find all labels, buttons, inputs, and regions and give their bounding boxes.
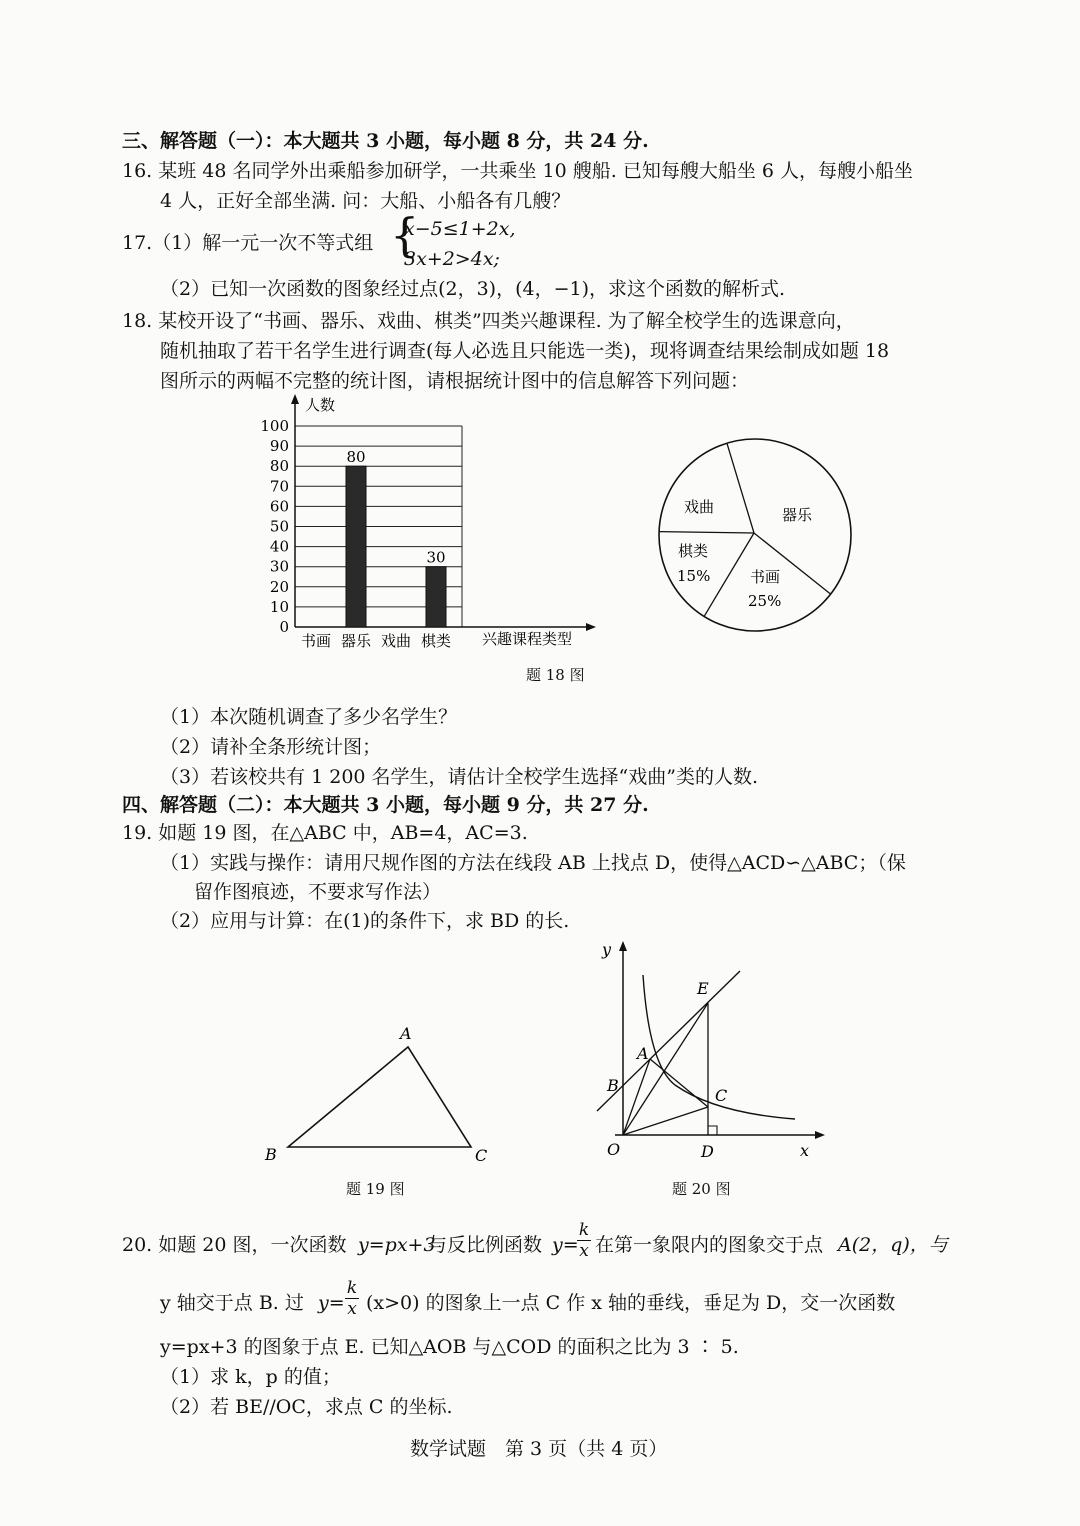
bar-y-tick-label: 90 <box>269 437 289 456</box>
pie-slice-boundary <box>727 443 754 533</box>
q16-line-2: 4 人，正好全部坐满. 问：大船、小船各有几艘？ <box>160 190 571 212</box>
pie-percent-qilei: 15% <box>677 567 711 585</box>
figure-20-graph <box>585 935 840 1170</box>
pie-slice-boundary <box>659 532 754 533</box>
triangle-vertex-a: A <box>400 1024 412 1043</box>
pie-label-xiqu: 戏曲 <box>684 498 715 516</box>
page-footer: 数学试题 第 3 页（共 4 页） <box>410 1438 668 1460</box>
bar-y-tick-label: 40 <box>269 537 289 556</box>
q20-line-1-b: y=px+3 <box>358 1234 436 1256</box>
bar-y-tick-label: 80 <box>269 457 289 476</box>
bar-y-axis-arrow <box>291 394 299 404</box>
segment-ac <box>650 1059 708 1107</box>
q18-sub-1: （1）本次随机调查了多少名学生？ <box>160 706 458 728</box>
bar-y-tick-label: 60 <box>269 497 289 516</box>
fraction-denominator: x <box>579 1241 589 1261</box>
figure-20-caption: 题 20 图 <box>672 1180 731 1198</box>
segment-oa <box>623 1059 650 1135</box>
q20-line-2-a: y 轴交于点 B. 过 <box>160 1292 304 1314</box>
pie-label-qilei: 棋类 <box>678 542 709 560</box>
bar-y-tick-label: 0 <box>279 618 289 636</box>
pie-slice-boundary <box>704 533 754 616</box>
triangle-vertex-b: B <box>265 1145 277 1164</box>
q20-line-3: y=px+3 的图象于点 E. 已知△AOB 与△COD 的面积之比为 3 ∶ 5. <box>160 1336 739 1358</box>
bar-mark <box>346 466 366 627</box>
bar-chart <box>250 390 600 655</box>
graph-label-e: E <box>697 979 709 998</box>
q16-line-1: 16. 某班 48 名同学外出乘船参加研学，一共乘坐 10 艘船. 已知每艘大船坐 6 人，每艘小船坐 <box>122 160 914 182</box>
segment-oe <box>623 1003 708 1135</box>
bar-chart-x-label: 兴趣课程类型 <box>482 630 573 648</box>
bar-y-tick-label: 10 <box>269 597 289 616</box>
q18-sub-3: （3）若该校共有 1 200 名学生，请估计全校学生选择“戏曲”类的人数. <box>160 766 759 788</box>
q20-sub-2: （2）若 BE//OC，求点 C 的坐标. <box>160 1396 453 1418</box>
fraction-numerator: k <box>346 1278 358 1298</box>
inequality-brace: { <box>390 208 420 262</box>
bar-category-label: 器乐 <box>340 632 372 650</box>
pie-chart <box>650 430 860 640</box>
q17-inequality-1: x−5≤1+2x, <box>404 218 516 240</box>
q20-line-1-e: 在第一象限内的图象交于点 <box>595 1234 824 1256</box>
q20-line-2-c: (x>0) 的图象上一点 C 作 x 轴的垂线，垂足为 D，交一次函数 <box>366 1292 896 1314</box>
bar-data-label: 80 <box>346 448 366 467</box>
figure-19-triangle <box>255 1015 505 1175</box>
bar-y-tick-label: 20 <box>269 577 289 596</box>
section-3-heading: 三、解答题（一）：本大题共 3 小题，每小题 8 分，共 24 分. <box>122 130 649 152</box>
bar-category-label: 棋类 <box>420 632 452 650</box>
y-axis-arrow <box>619 941 627 951</box>
q18-line-3: 图所示的两幅不完整的统计图，请根据统计图中的信息解答下列问题： <box>160 370 750 392</box>
figure-19-caption: 题 19 图 <box>346 1180 405 1198</box>
q20-line-1-a: 20. 如题 20 图，一次函数 <box>122 1234 347 1256</box>
q20-line-2-b: y= <box>318 1292 345 1314</box>
pie-percent-shuhua: 25% <box>748 592 782 610</box>
bar-mark <box>426 567 446 627</box>
bar-y-tick-label: 50 <box>269 517 289 536</box>
right-angle-mark <box>708 1126 717 1135</box>
graph-label-a: A <box>637 1044 649 1063</box>
graph-label-x: x <box>800 1141 810 1160</box>
q20-line-1-f: A(2，q)，与 <box>838 1234 948 1256</box>
triangle-vertex-c: C <box>475 1146 488 1165</box>
bar-y-tick-label: 30 <box>269 557 289 576</box>
pie-label-shuhua: 书画 <box>750 568 781 586</box>
q19-sub-2: （2）应用与计算：在(1)的条件下，求 BD 的长. <box>160 910 570 932</box>
fraction-denominator: x <box>347 1299 357 1319</box>
q18-line-1: 18. 某校开设了“书画、器乐、戏曲、棋类”四类兴趣课程. 为了解全校学生的选课意向， <box>122 310 855 332</box>
q17-inequality-2: 3x+2>4x; <box>404 248 500 270</box>
bar-y-tick-label: 100 <box>260 417 289 435</box>
graph-label-d: D <box>701 1142 714 1161</box>
graph-label-o: O <box>607 1140 621 1159</box>
q20-sub-1: （1）求 k，p 的值； <box>160 1366 341 1388</box>
section-4-heading: 四、解答题（二）：本大题共 3 小题，每小题 9 分，共 27 分. <box>122 794 649 816</box>
q18-line-2: 随机抽取了若干名学生进行调查(每人必选且只能选一类)，现将调查结果绘制成如题 18 <box>160 340 890 362</box>
triangle-abc <box>288 1047 471 1147</box>
bar-chart-y-label: 人数 <box>305 396 336 414</box>
q19-sub-1a: （1）实践与操作：请用尺规作图的方法在线段 AB 上找点 D，使得△ACD∽△ABC；（保 <box>160 852 906 874</box>
bar-x-axis-arrow <box>586 623 596 631</box>
q20-line-1-c: 与反比例函数 <box>428 1234 543 1256</box>
pie-label-qiyue: 器乐 <box>782 506 813 524</box>
graph-label-y: y <box>602 940 612 959</box>
x-axis-arrow <box>815 1131 825 1139</box>
bar-category-label: 书画 <box>300 632 332 650</box>
q18-sub-2: （2）请补全条形统计图； <box>160 736 382 758</box>
q17-part1-prefix: 17.（1）解一元一次不等式组 <box>122 232 374 254</box>
fraction-k-over-x-1 <box>577 1220 591 1261</box>
bar-data-label: 30 <box>426 548 446 567</box>
q19-sub-1b: 留作图痕迹，不要求写作法） <box>194 881 442 903</box>
fraction-k-over-x-2 <box>345 1278 359 1319</box>
q17-part2: （2）已知一次函数的图象经过点(2，3)，(4，−1)，求这个函数的解析式. <box>160 278 786 300</box>
graph-label-b: B <box>607 1076 619 1095</box>
figure-18-caption: 题 18 图 <box>526 666 585 684</box>
q20-line-1-d: y= <box>552 1234 579 1256</box>
segment-oc <box>623 1107 708 1135</box>
graph-label-c: C <box>715 1086 728 1105</box>
bar-category-label: 戏曲 <box>380 632 412 650</box>
fraction-numerator: k <box>578 1220 590 1240</box>
q19-line-1: 19. 如题 19 图，在△ABC 中，AB=4，AC=3. <box>122 822 528 844</box>
bar-y-tick-label: 70 <box>269 477 289 496</box>
